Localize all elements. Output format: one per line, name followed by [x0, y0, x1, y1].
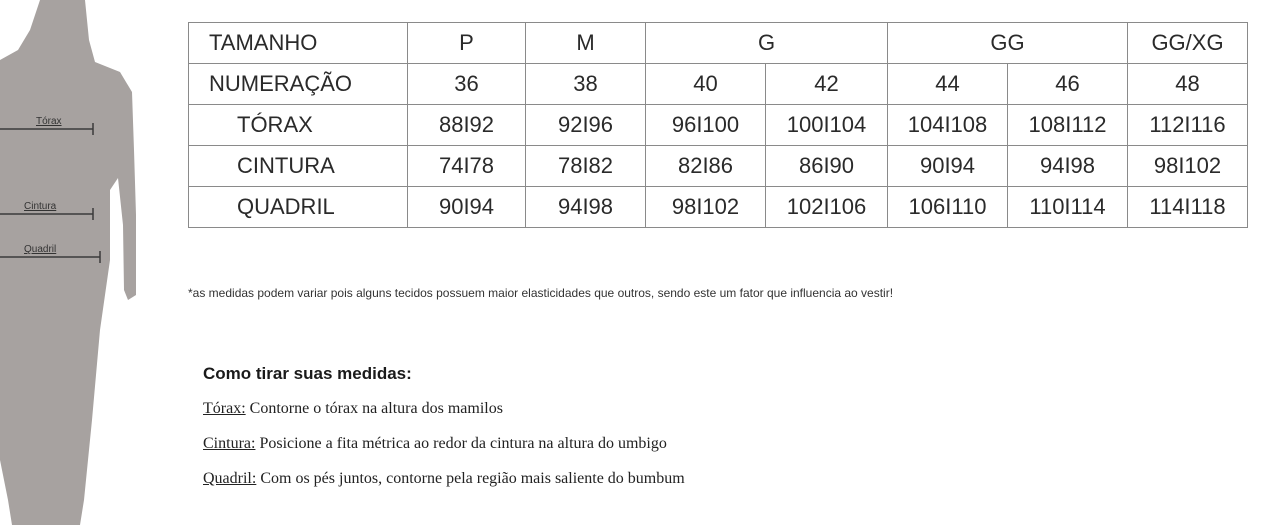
- number-cell: 40: [646, 64, 766, 105]
- how-to-item-chest: [203, 400, 503, 418]
- how-to-term: Tórax:: [203, 400, 246, 417]
- waist-row-header: CINTURA: [189, 146, 408, 187]
- measure-cell: 102I106: [766, 187, 888, 228]
- chest-label: Tórax: [36, 116, 62, 127]
- size-cell-p: P: [408, 23, 526, 64]
- waist-label: Cintura: [24, 201, 57, 212]
- measure-cell: 74I78: [408, 146, 526, 187]
- how-to-item-waist: [203, 435, 667, 453]
- size-row-header: TAMANHO: [189, 23, 408, 64]
- measure-cell: 92I96: [526, 105, 646, 146]
- how-to-text: Contorne o tórax na altura dos mamilos: [245, 400, 503, 417]
- body-silhouette-icon: [0, 0, 175, 525]
- measure-cell: 98I102: [1128, 146, 1248, 187]
- number-row: [189, 64, 1248, 105]
- measure-cell: 86I90: [766, 146, 888, 187]
- waist-row: [189, 146, 1248, 187]
- size-cell-m: M: [526, 23, 646, 64]
- measure-cell: 104I108: [888, 105, 1008, 146]
- number-cell: 42: [766, 64, 888, 105]
- measure-cell: 94I98: [1008, 146, 1128, 187]
- number-cell: 44: [888, 64, 1008, 105]
- measure-cell: 88I92: [408, 105, 526, 146]
- number-cell: 36: [408, 64, 526, 105]
- how-to-term: Cintura:: [203, 435, 256, 452]
- chest-row-header: TÓRAX: [189, 105, 408, 146]
- hip-row: [189, 187, 1248, 228]
- how-to-text: Com os pés juntos, contorne pela região mais saliente do bumbum: [256, 470, 685, 487]
- measure-cell: 112I116: [1128, 105, 1248, 146]
- measure-cell: 108I112: [1008, 105, 1128, 146]
- number-cell: 46: [1008, 64, 1128, 105]
- measure-cell: 90I94: [408, 187, 526, 228]
- how-to-text: Posicione a fita métrica ao redor da cintura na altura do umbigo: [255, 435, 667, 452]
- measure-cell: 94I98: [526, 187, 646, 228]
- measure-cell: 90I94: [888, 146, 1008, 187]
- measure-cell: 100I104: [766, 105, 888, 146]
- how-to-title: Como tirar suas medidas:: [203, 364, 412, 383]
- measure-cell: 82I86: [646, 146, 766, 187]
- size-cell-g: G: [646, 23, 888, 64]
- number-row-header: NUMERAÇÃO: [189, 64, 408, 105]
- number-cell: 38: [526, 64, 646, 105]
- hip-row-header: QUADRIL: [189, 187, 408, 228]
- how-to-item-hip: [203, 470, 685, 488]
- silhouette-shape: [0, 0, 136, 525]
- measure-cell: 106I110: [888, 187, 1008, 228]
- elasticity-note: *as medidas podem variar pois alguns tecidos possuem maior elasticidades que outros, sendo este um fator que influencia ao vestir!: [188, 286, 894, 300]
- measure-cell: 78I82: [526, 146, 646, 187]
- hip-label: Quadril: [24, 244, 57, 255]
- size-cell-ggxg: GG/XG: [1128, 23, 1248, 64]
- size-row: [189, 23, 1248, 64]
- measure-cell: 110I114: [1008, 187, 1128, 228]
- measure-cell: 96I100: [646, 105, 766, 146]
- measure-cell: 98I102: [646, 187, 766, 228]
- body-silhouette-figure: [0, 0, 175, 525]
- size-table: [188, 22, 1248, 228]
- measure-cell: 114I118: [1128, 187, 1248, 228]
- chest-row: [189, 105, 1248, 146]
- number-cell: 48: [1128, 64, 1248, 105]
- how-to-term: Quadril:: [203, 470, 257, 487]
- size-cell-gg: GG: [888, 23, 1128, 64]
